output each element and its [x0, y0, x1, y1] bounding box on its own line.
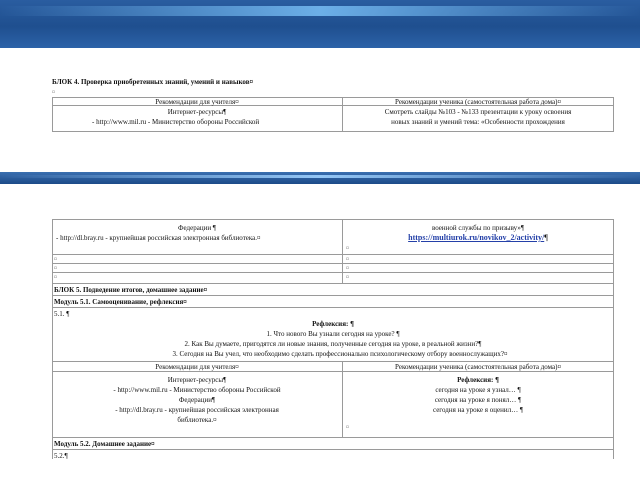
reflection-question: 2. Как Вы думаете, пригодятся ли новые знания, полученные сегодня на уроке, в реальной жизни?¶: [184, 340, 482, 348]
table-border: [613, 219, 614, 459]
teacher-resource-line: - http://dl.bray.ru - крупнейшая российская электронная библиотека.¤: [56, 234, 261, 242]
cell-marker: ¤: [54, 266, 57, 272]
pilcrow: ¶: [544, 233, 548, 242]
student-task-line: Смотреть слайды №103 - №133 презентации к уроку освоения: [384, 108, 572, 116]
cell-marker: ¤: [346, 246, 349, 252]
divider-shine: [0, 175, 640, 178]
slide-divider-band: [0, 172, 640, 184]
item-5-1: 5.1. ¶: [54, 310, 70, 318]
cell-marker: ¤: [346, 425, 349, 431]
student-activity-row: [343, 234, 613, 242]
block4-title: БЛОК 4. Проверка приобретенных знаний, умений и навыков¤: [52, 78, 254, 86]
table-border: [52, 371, 614, 372]
student-task-line: новых знаний и умений тема: «Особенности прохождения: [391, 118, 565, 126]
cell-marker: ¤: [346, 275, 349, 281]
teacher-resources-heading: Интернет-ресурсы¶: [167, 376, 227, 384]
reflection-question: 1. Что нового Вы узнали сегодня на уроке? ¶: [266, 330, 400, 338]
item-5-2: 5.2.¶: [54, 452, 68, 460]
column-header-student: Рекомендации ученика (самостоятельная работа дома)¤: [395, 98, 561, 106]
reflection-question: 3. Сегодня на Вы учел, что необходимо сделать профессионально психологическому отбору военнослужащих?¤: [172, 350, 508, 358]
column-header-teacher: Рекомендации для учителя¤: [155, 363, 239, 371]
teacher-resource-line: - http://www.mil.ru - Министерство обороны Российской: [92, 118, 260, 126]
module-5-2-heading: Модуль 5.2. Домашнее задание¤: [54, 440, 155, 448]
column-header-teacher: Рекомендации для учителя¤: [155, 98, 239, 106]
cell-marker: ¤: [346, 266, 349, 272]
module-5-1-heading: Модуль 5.1. Самооценивание, рефлексия¤: [54, 298, 187, 306]
block5-title: БЛОК 5. Подведение итогов, домашнее задание¤: [54, 286, 208, 294]
table-border: [52, 263, 614, 264]
teacher-resource-line: библиотека.¤: [177, 416, 217, 424]
cell-marker: ¤: [54, 275, 57, 281]
table-border: [52, 272, 614, 273]
teacher-resource-line: - http://dl.bray.ru - крупнейшая российская электронная: [115, 406, 279, 414]
student-reflection-line: сегодня на уроке я узнал… ¶: [435, 386, 521, 394]
teacher-resources-heading: Интернет-ресурсы¶: [167, 108, 227, 116]
table-border: [52, 361, 614, 362]
student-reflection-title: Рефлексия: ¶: [457, 376, 499, 384]
table-border: [52, 283, 614, 284]
reflection-title: Рефлексия: ¶: [312, 320, 354, 328]
teacher-resource-line: Федерации ¶: [178, 224, 216, 232]
column-header-student: Рекомендации ученика (самостоятельная работа дома)¤: [395, 363, 561, 371]
student-task-line: военной службы по призыву»¶: [431, 224, 525, 232]
teacher-resource-line: - http://www.mil.ru - Министерство обороны Российской: [113, 386, 281, 394]
block4-marker: ¤: [52, 90, 55, 96]
table-border: [52, 437, 614, 438]
table-border: [613, 97, 614, 131]
student-reflection-line: сегодня на уроке я оценил… ¶: [433, 406, 523, 414]
table-border: [52, 254, 614, 255]
activity-link[interactable]: https://multiurok.ru/novikov_2/activity/: [408, 233, 545, 242]
cell-marker: ¤: [346, 257, 349, 263]
cell-marker: ¤: [54, 257, 57, 263]
slide-header-bar: [0, 0, 640, 48]
table-border: [52, 131, 614, 132]
table-border: [52, 295, 614, 296]
table-border: [52, 307, 614, 308]
teacher-resource-line: Федерации¶: [178, 396, 216, 404]
table-border: [52, 219, 614, 220]
student-reflection-line: сегодня на уроке я понял… ¶: [434, 396, 522, 404]
table-border: [52, 449, 614, 450]
header-glow: [0, 6, 640, 16]
